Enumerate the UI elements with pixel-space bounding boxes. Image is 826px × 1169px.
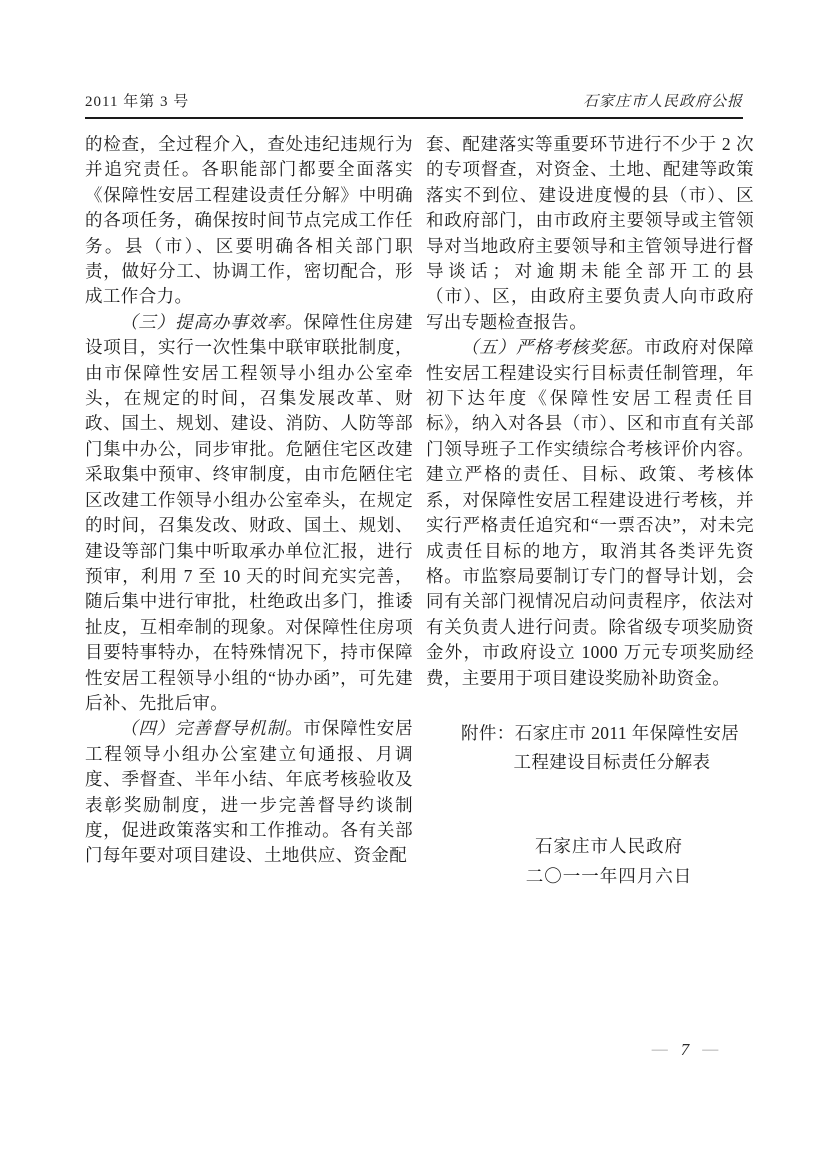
- page-footer: [630, 1040, 740, 1060]
- paragraph-item-5: [426, 335, 754, 691]
- document-body: [85, 132, 754, 891]
- paragraph-text: 市政府对保障性安居工程建设实行目标责任制管理，年初下达年度《保障性安居工程责任目标》，纳入对各县（市）、区和市直有关部门领导班子工作实绩综合考核评价内容。建立严格的责任、目标、政策、考核体系，对保障性安居工程建设进行考核，并实行严格责任追究和“一票否决”，对未完成责任目标的地方，取消其各类评先资格。市监察局要制订专门的督导计划，会同有关部门视情况启动问责程序，依法对有关负责人进行问责。除省级专项奖励资金外，市政府设立 1000 万元专项奖励经费，主要用于项目建设奖励补助资金。: [426, 337, 755, 688]
- paragraph-item-3: [85, 310, 413, 717]
- right-column: [426, 132, 754, 891]
- subheading-item-4: （四）完善督导机制。: [120, 718, 304, 739]
- paragraph-text: 市保障性安居工程领导小组办公室建立旬通报、月调度、季督查、半年小结、年底考核验收及表彰奖励制度，进一步完善督导约谈制度，促进政策落实和工作推动。各有关部门每年要对项目建设、土地供应、资金配: [85, 718, 414, 866]
- subheading-item-5: （五）严格考核奖惩。: [461, 337, 645, 358]
- signer-name: 石家庄市人民政府: [535, 835, 683, 856]
- page-number: 7: [680, 1040, 690, 1059]
- subheading-item-3: （三）提高办事效率。: [120, 311, 304, 332]
- footer-dash-right: —: [702, 1041, 719, 1058]
- signature-date: 二〇一一年四月六日: [525, 865, 693, 886]
- attachment-line-1: 附件：石家庄市 2011 年保障性安居: [461, 722, 740, 743]
- paragraph-continuation: 的检查，全过程介入，查处违纪违规行为并追究责任。各职能部门都要全面落实《保障性安居工程建设责任分解》中明确的各项任务，确保按时间节点完成工作任务。县（市）、区要明确各相关部门职责，做好分工、协调工作，密切配合，形成工作合力。: [85, 134, 413, 307]
- paragraph-continuation: 套、配建落实等重要环节进行不少于 2 次的专项督查，对资金、土地、配建等政策落实不到位、建设进度慢的县（市）、区和政府部门，由市政府主要领导或主管领导对当地政府主要领导和主管领导进行督导谈话；对逾期未能全部开工的县（市）、区，由政府主要负责人向市政府写出专题检查报告。: [426, 134, 754, 332]
- paragraph-text: 保障性住房建设项目，实行一次性集中联审联批制度，由市保障性安居工程领导小组办公室牵头，在规定的时间，召集发展改革、财政、国土、规划、建设、消防、人防等部门集中办公，同步审批。危陋住宅区改建采取集中预审、终审制度，由市危陋住宅区改建工作领导小组办公室牵头，在规定的时间，召集发改、财政、国土、规划、建设等部门集中听取承办单位汇报，进行预审，利用 7 至 10 天的时间充实完善，随后集中进行审批，杜绝政出多门，推诿扯皮，互相牵制的现象。对保障性住房项目要特事特办，在特殊情况下，持市保障性安居工程领导小组的“协办函”，可先建后补、先批后审。: [85, 311, 414, 713]
- issue-number: 2011 年第 3 号: [85, 94, 190, 110]
- footer-dash-left: —: [651, 1041, 668, 1058]
- attachment-line-2: 工程建设目标责任分解表: [513, 751, 711, 772]
- left-column: [85, 132, 413, 891]
- gazette-title: 石家庄市人民政府公报: [582, 94, 743, 110]
- page-header: [85, 90, 743, 119]
- paragraph-item-4: [85, 716, 413, 868]
- attachment-note: [426, 719, 754, 777]
- signature-block: [426, 831, 754, 891]
